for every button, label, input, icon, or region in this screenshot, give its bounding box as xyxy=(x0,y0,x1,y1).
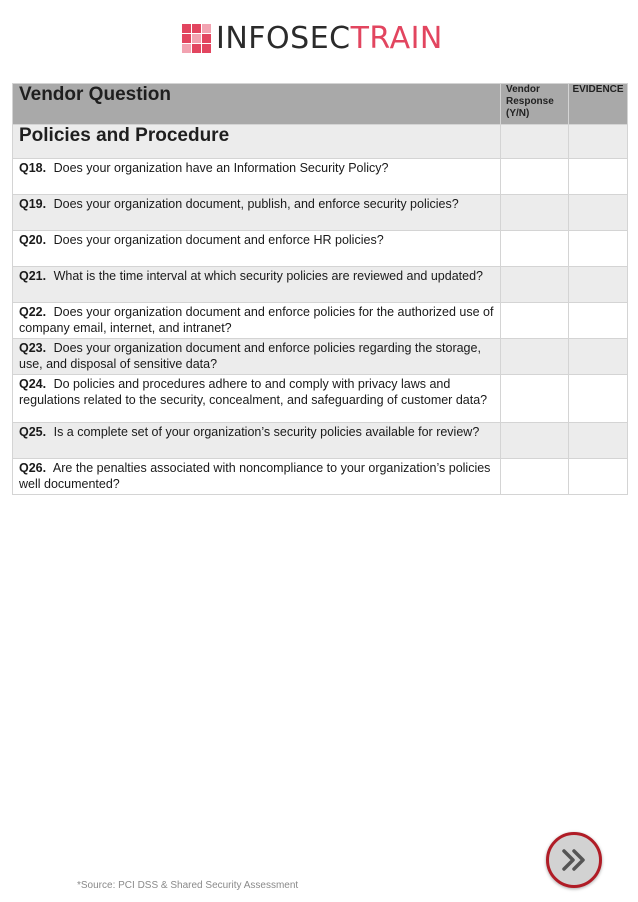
question-text: Does your organization document and enforce policies for the authorized use of company email, internet, and intranet? xyxy=(19,305,494,335)
question-cell xyxy=(13,159,501,195)
question-number: Q22. xyxy=(19,305,47,319)
evidence-cell[interactable] xyxy=(569,339,628,375)
question-number: Q18. xyxy=(19,161,47,175)
table-row xyxy=(13,339,628,375)
response-cell[interactable] xyxy=(501,195,569,231)
question-cell xyxy=(13,231,501,267)
header-evidence: EVIDENCE xyxy=(569,84,628,125)
double-chevron-right-icon xyxy=(561,849,587,871)
question-text: Does your organization document and enforce HR policies? xyxy=(53,233,384,247)
brand-name-part1: INFOSEC xyxy=(216,21,351,56)
header-vendor-question: Vendor Question xyxy=(13,84,501,125)
evidence-cell[interactable] xyxy=(569,159,628,195)
table-row xyxy=(13,231,628,267)
question-number: Q25. xyxy=(19,425,47,439)
evidence-cell[interactable] xyxy=(569,459,628,495)
question-number: Q24. xyxy=(19,377,47,391)
response-cell[interactable] xyxy=(501,459,569,495)
header-vendor-response: Vendor Response (Y/N) xyxy=(501,84,569,125)
question-number: Q26. xyxy=(19,461,47,475)
question-number: Q21. xyxy=(19,269,47,283)
section-header-row xyxy=(13,125,628,159)
response-cell[interactable] xyxy=(501,231,569,267)
brand-logo xyxy=(182,22,443,56)
question-cell xyxy=(13,303,501,339)
source-note: *Source: PCI DSS & Shared Security Assessment xyxy=(77,880,299,891)
question-text: Is a complete set of your organization’s security policies available for review? xyxy=(53,425,480,439)
table-row xyxy=(13,303,628,339)
response-cell[interactable] xyxy=(501,339,569,375)
vendor-questionnaire-table xyxy=(12,83,628,495)
question-text: Does your organization have an Information Security Policy? xyxy=(53,161,389,175)
response-cell[interactable] xyxy=(501,267,569,303)
table-row xyxy=(13,195,628,231)
response-cell[interactable] xyxy=(501,125,569,159)
response-cell[interactable] xyxy=(501,303,569,339)
question-number: Q23. xyxy=(19,341,47,355)
question-number: Q20. xyxy=(19,233,47,247)
response-cell[interactable] xyxy=(501,423,569,459)
question-cell xyxy=(13,195,501,231)
evidence-cell[interactable] xyxy=(569,375,628,423)
question-text: Does your organization document and enforce policies regarding the storage, use, and disposal of sensitive data? xyxy=(19,341,481,371)
evidence-cell[interactable] xyxy=(569,423,628,459)
brand-name-part2: TRAIN xyxy=(350,21,443,56)
brand-name xyxy=(216,21,443,56)
evidence-cell[interactable] xyxy=(569,303,628,339)
question-text: Are the penalties associated with noncompliance to your organization’s policies well documented? xyxy=(19,461,491,491)
question-cell xyxy=(13,375,501,423)
question-cell xyxy=(13,339,501,375)
question-text: Does your organization document, publish, and enforce security policies? xyxy=(53,197,459,211)
response-cell[interactable] xyxy=(501,375,569,423)
section-title: Policies and Procedure xyxy=(13,125,501,159)
next-page-button[interactable] xyxy=(546,832,602,888)
question-text: Do policies and procedures adhere to and comply with privacy laws and regulations related to the security, concealment, and safeguarding of customer data? xyxy=(19,377,488,407)
table-row xyxy=(13,375,628,423)
question-cell xyxy=(13,423,501,459)
logo-mark-icon xyxy=(182,24,212,54)
evidence-cell[interactable] xyxy=(569,267,628,303)
evidence-cell[interactable] xyxy=(569,195,628,231)
question-number: Q19. xyxy=(19,197,47,211)
question-text: What is the time interval at which security policies are reviewed and updated? xyxy=(53,269,483,283)
question-cell xyxy=(13,267,501,303)
response-cell[interactable] xyxy=(501,159,569,195)
table-row xyxy=(13,159,628,195)
table-header-row xyxy=(13,84,628,125)
table-row xyxy=(13,423,628,459)
table-row xyxy=(13,267,628,303)
table-row xyxy=(13,459,628,495)
evidence-cell[interactable] xyxy=(569,231,628,267)
question-cell xyxy=(13,459,501,495)
evidence-cell[interactable] xyxy=(569,125,628,159)
